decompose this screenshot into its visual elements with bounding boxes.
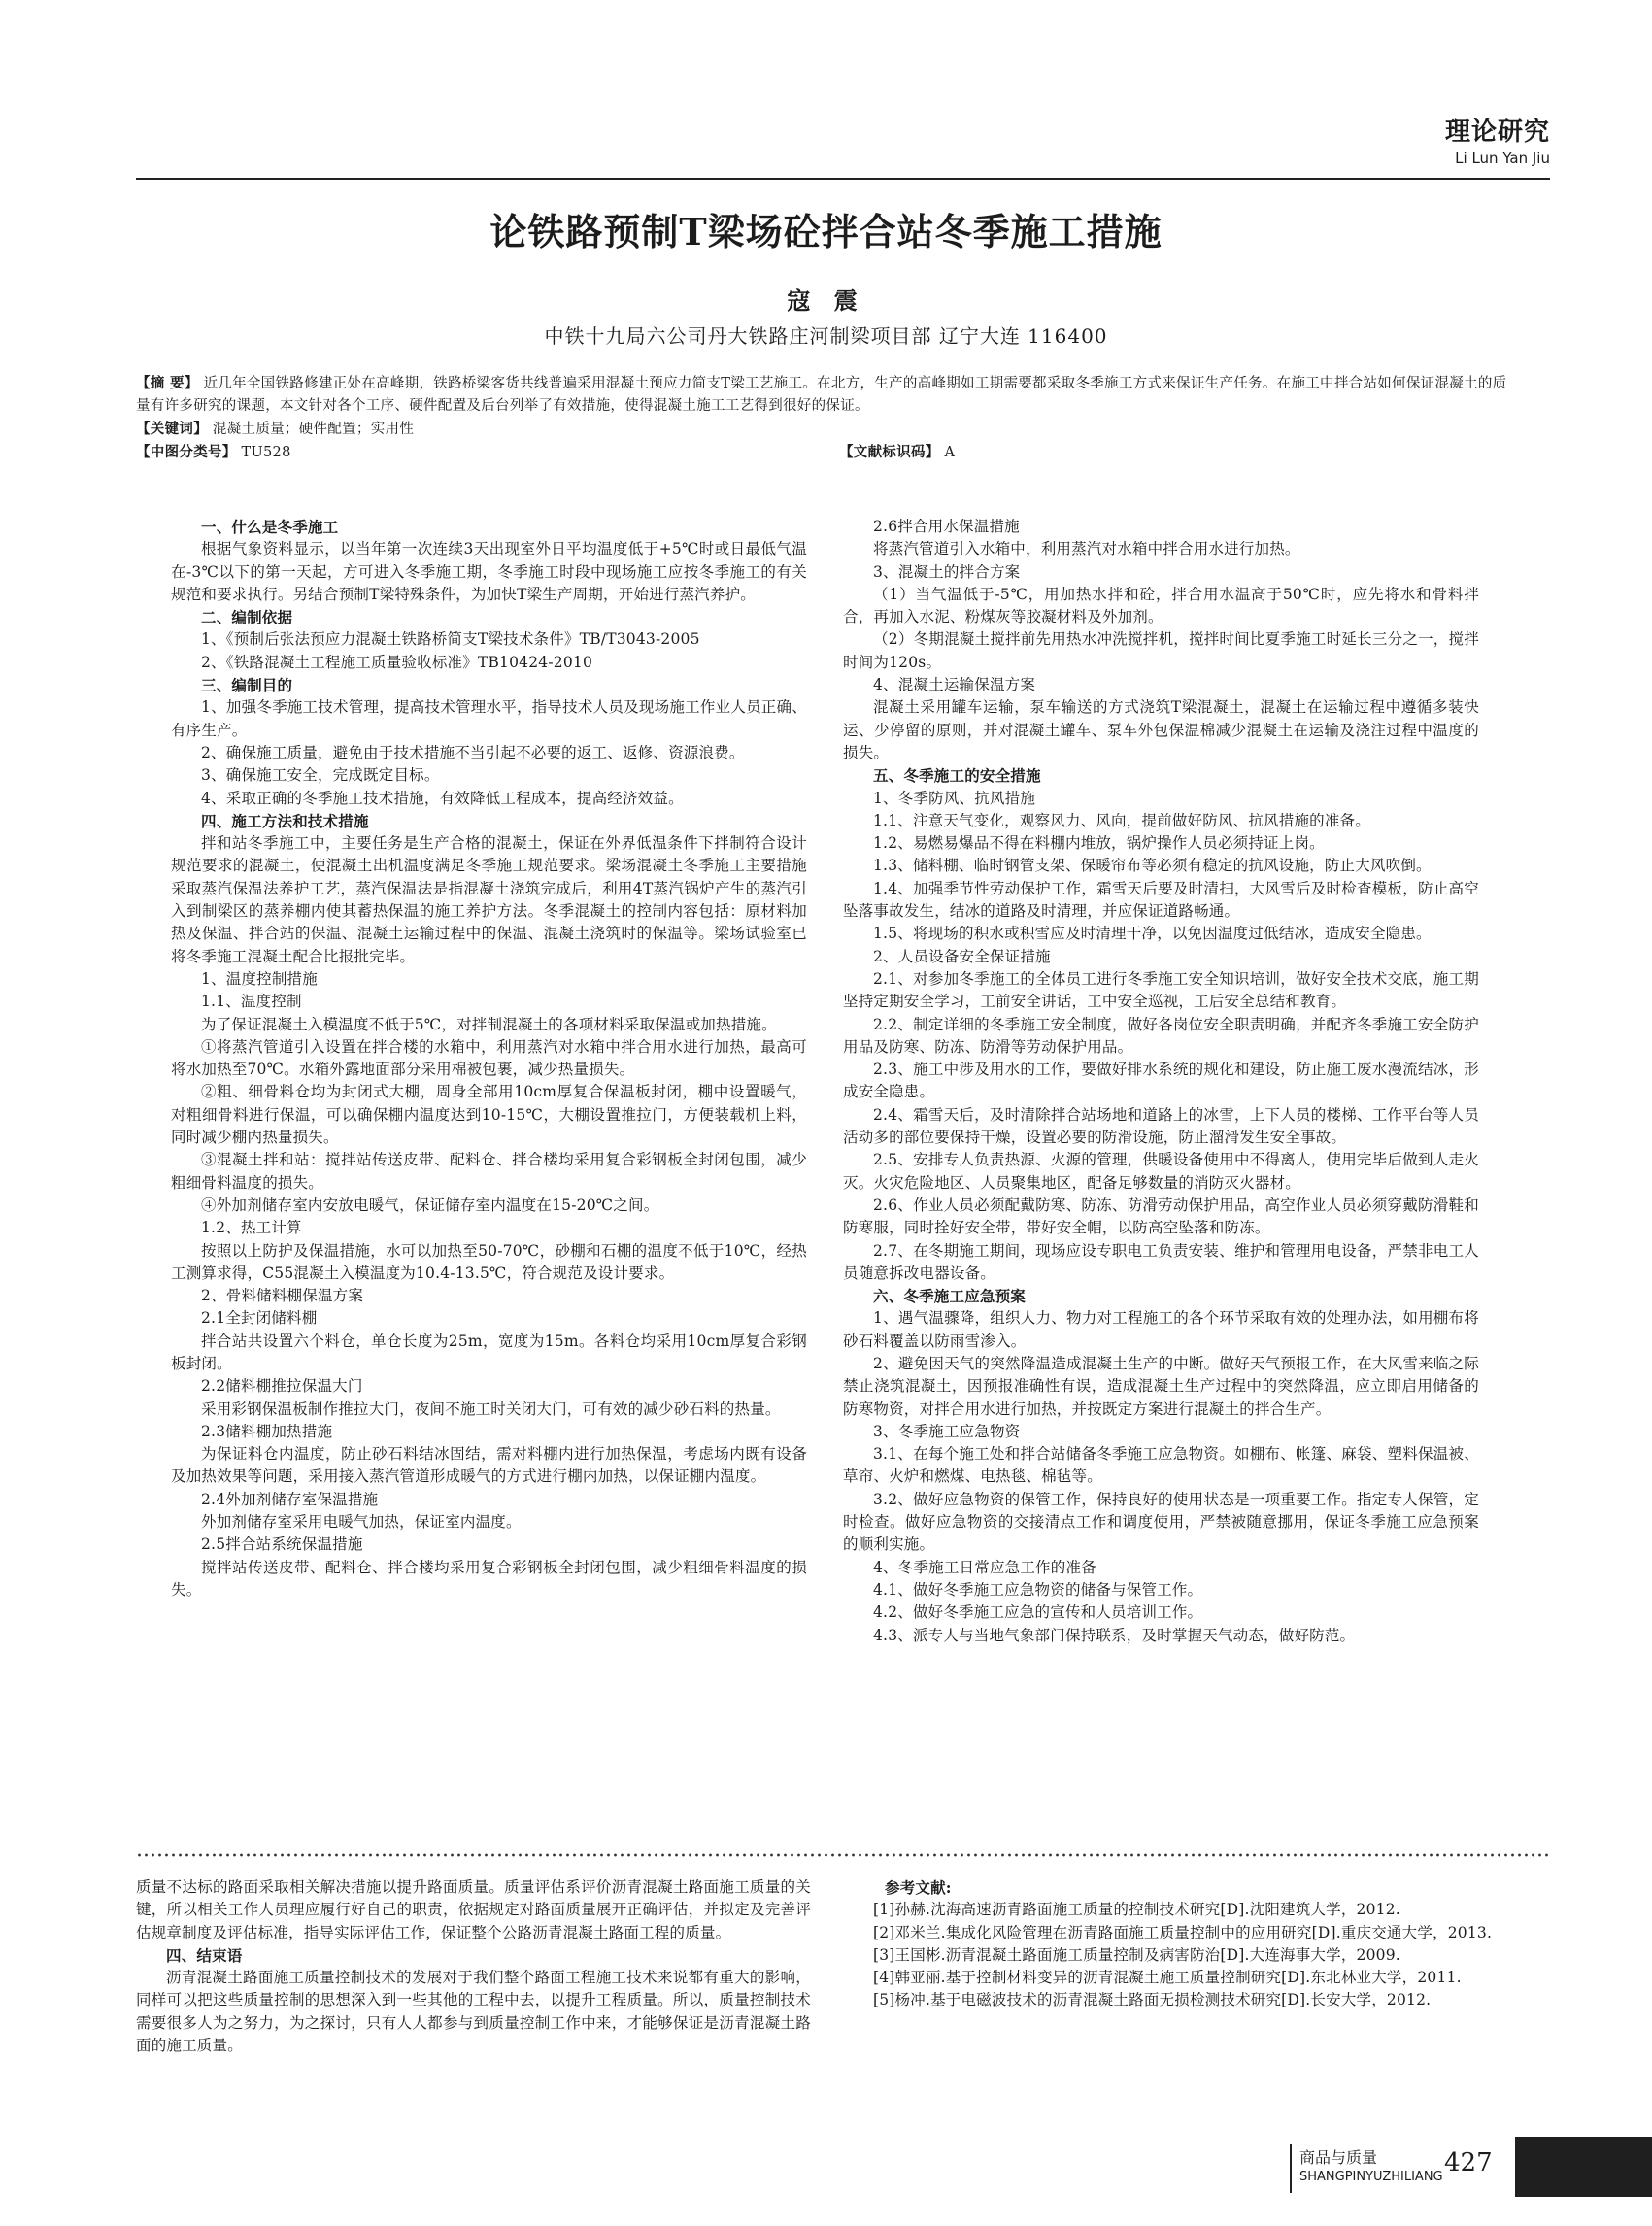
- references: [843, 1876, 1513, 2012]
- right-column-paragraph: 1.1、注意天气变化，观察风力、风向，提前做好防风、抗风措施的准备。: [873, 811, 1370, 829]
- section-header: [1445, 112, 1550, 167]
- right-column-heading: 五、冬季施工的安全措施: [873, 766, 1041, 786]
- keywords-label: 【关键词】: [136, 421, 208, 437]
- doc-code: [839, 441, 955, 464]
- right-column-paragraph: 1.3、储料棚、临时钢管支架、保暖帘布等必须有稳定的抗风设施，防止大风吹倒。: [873, 857, 1432, 875]
- clc-text: TU528: [241, 445, 291, 460]
- left-column-paragraph: 搅拌站传送皮带、配料仓、拌合楼均采用复合彩钢板全封闭包围，减少粗细骨料温度的损失。: [171, 1558, 807, 1599]
- left-column-paragraph: 2.2储料棚推拉保温大门: [201, 1377, 363, 1396]
- article-author: 寇 震: [787, 287, 865, 315]
- reference-item: [3]王国彬.沥青混凝土路面施工质量控制及病害防治[D].大连海事大学，2009.: [873, 1945, 1400, 1964]
- left-column-paragraph: 2.3储料棚加热措施: [201, 1422, 333, 1440]
- right-column-paragraph: 1、遇气温骤降，组织人力、物力对工程施工的各个环节采取有效的处理办法，如用棚布将砂石料覆盖以防雨雪渗入。: [843, 1309, 1479, 1350]
- abstract: [136, 372, 1510, 418]
- reference-item: [5]杨冲.基于电磁波技术的沥青混凝土路面无损检测技术研究[D].长安大学，2012.: [873, 1991, 1432, 2009]
- left-column-paragraph: 按照以上防护及保温措施，水可以加热至50-70℃，砂棚和石棚的温度不低于10℃，经热工测算求得，C55混凝土入模温度为10.4-13.5℃，符合规范及设计要求。: [171, 1241, 807, 1282]
- header-rule: [136, 178, 1550, 180]
- right-column-paragraph: 4.1、做好冬季施工应急物资的储备与保管工作。: [873, 1580, 1203, 1599]
- bottom-left-heading: 四、结束语: [166, 1945, 243, 1965]
- right-column-paragraph: 2、人员设备安全保证措施: [873, 947, 1051, 965]
- doc-text: A: [944, 445, 956, 460]
- left-column-paragraph: 2、《铁路混凝土工程施工质量验收标准》TB10424-2010: [201, 653, 593, 671]
- left-column-paragraph: 为了保证混凝土入模温度不低于5℃，对拌制混凝土的各项材料采取保温或加热措施。: [201, 1015, 777, 1033]
- left-column-paragraph: ④外加剂储存室内安放电暖气，保证储存室内温度在15-20℃之间。: [201, 1196, 659, 1214]
- footer-rule-vertical: [1290, 2144, 1292, 2193]
- right-column-paragraph: 2.6拌合用水保温措施: [873, 518, 1020, 535]
- left-column-heading: 四、施工方法和技术措施: [201, 811, 369, 830]
- keywords: [136, 418, 1510, 441]
- bottom-left-paragraph: 沥青混凝土路面施工质量控制技术的发展对于我们整个路面工程施工技术来说都有重大的影响，同样可以把这些质量控制的思想深入到一些其他的工程中去，以提升工程质量。所以，质量控制技术需要很多人为之努力，为之探讨，只有人人都参与到质量控制工作中来，才能够保证是沥青混凝土路面的施工质量。: [136, 1969, 811, 2055]
- left-column-paragraph: 外加剂储存室采用电暖气加热，保证室内温度。: [201, 1513, 522, 1532]
- references-title: 参考文献:: [885, 1878, 952, 1897]
- right-column-paragraph: （1）当气温低于-5℃，用加热水拌和砼，拌合用水温高于50℃时，应先将水和骨料拌合，再加入水泥、粉煤灰等胶凝材料及外加剂。: [843, 585, 1479, 626]
- left-column: [171, 516, 807, 1602]
- abstract-text: 近几年全国铁路修建正处在高峰期，铁路桥梁客货共线普遍采用混凝土预应力简支T梁工艺施工。在北方，生产的高峰期如工期需要都采取冬季施工方式来保证生产任务。在施工中拌合站如何保证混凝土的质量有许多研究的课题，本文针对各个工序、硬件配置及后台列举了有效措施，使得混凝土施工工艺得到很好的保证。: [136, 376, 1507, 414]
- right-column-paragraph: 4.3、派专人与当地气象部门保持联系，及时掌握天气动态，做好防范。: [873, 1626, 1356, 1644]
- section-divider: [136, 1851, 1550, 1859]
- left-column-paragraph: 1.1、温度控制: [201, 993, 302, 1011]
- left-column-paragraph: ③混凝土拌和站：搅拌站传送皮带、配料仓、拌合楼均采用复合彩钢板全封闭包围，减少粗细骨料温度的损失。: [171, 1151, 807, 1192]
- right-column-paragraph: 3、混凝土的拌合方案: [873, 562, 1021, 581]
- doc-label: 【文献标识码】: [839, 444, 940, 460]
- left-column-paragraph: 采用彩钢保温板制作推拉大门，夜间不施工时关闭大门，可有效的减少砂石料的热量。: [201, 1400, 781, 1418]
- right-column-heading: 六、冬季施工应急预案: [873, 1287, 1027, 1306]
- left-column-paragraph: 2.5拌合站系统保温措施: [201, 1535, 363, 1554]
- journal-name-py: SHANGPINYUZHILIANG: [1299, 2170, 1443, 2184]
- right-column-paragraph: 3、冬季施工应急物资: [873, 1422, 1021, 1440]
- right-column-paragraph: 1.4、加强季节性劳动保护工作，霜雪天后要及时清扫，大风雪后及时检查模板，防止高空坠落事故发生，结冰的道路及时清理，并应保证道路畅通。: [843, 879, 1479, 921]
- right-column-paragraph: 1.5、将现场的积水或积雪应及时清理干净，以免因温度过低结冰，造成安全隐患。: [873, 925, 1432, 943]
- left-column-heading: 一、什么是冬季施工: [201, 518, 339, 536]
- reference-item: [2]邓米兰.集成化风险管理在沥青路面施工质量控制中的应用研究[D].重庆交通大学，2013.: [873, 1923, 1493, 1941]
- left-column-heading: 二、编制依据: [201, 608, 293, 627]
- right-column: [843, 516, 1479, 1647]
- left-column-paragraph: 4、采取正确的冬季施工技术措施，有效降低工程成本，提高经济效益。: [201, 789, 684, 807]
- right-column-paragraph: 2.7、在冬期施工期间，现场应设专职电工负责安装、维护和管理用电设备，严禁非电工人员随意拆改电器设备。: [843, 1241, 1479, 1282]
- left-column-paragraph: 1、《预制后张法预应力混凝土铁路桥简支T梁技术条件》TB/T3043-2005: [201, 630, 700, 649]
- right-column-paragraph: 2.3、施工中涉及用水的工作，要做好排水系统的规化和建设，防止施工废水漫流结冰，形成安全隐患。: [843, 1061, 1479, 1101]
- right-column-paragraph: 2.6、作业人员必须配戴防寒、防冻、防滑劳动保护用品，高空作业人员必须穿戴防滑鞋和防寒服，同时拴好安全带，带好安全帽，以防高空坠落和防冻。: [843, 1196, 1479, 1237]
- right-column-paragraph: 2.1、对参加冬季施工的全体员工进行冬季施工安全知识培训，做好安全技术交底，施工期坚持定期安全学习，工前安全讲话，工中安全巡视，工后安全总结和教育。: [843, 969, 1479, 1011]
- article-title: 论铁路预制T梁场砼拌合站冬季施工措施: [489, 210, 1163, 253]
- bottom-left-paragraph: 质量不达标的路面采取相关解决措施以提升路面质量。质量评估系评价沥青混凝土路面施工质量的关键，所以相关工作人员理应履行好自己的职责，依据规定对路面质量展开正确评估，并拟定及完善评估规章制度及评估标准，指导实际评估工作，保证整个公路沥青混凝土路面工程的质量。: [136, 1878, 811, 1941]
- right-column-paragraph: 4、冬季施工日常应急工作的准备: [873, 1558, 1096, 1576]
- left-column-paragraph: 1、加强冬季施工技术管理，提高技术管理水平，指导技术人员及现场施工作业人员正确、有序生产。: [171, 698, 807, 739]
- left-column-paragraph: 1.2、热工计算: [201, 1219, 302, 1237]
- right-column-paragraph: 将蒸汽管道引入水箱中，利用蒸汽对水箱中拌合用水进行加热。: [873, 540, 1300, 558]
- page-number: 427: [1444, 2148, 1493, 2177]
- author-affiliation: 中铁十九局六公司丹大铁路庄河制梁项目部 辽宁大连 116400: [544, 324, 1108, 348]
- left-column-paragraph: 1、温度控制措施: [201, 969, 318, 988]
- right-column-paragraph: 混凝土采用罐车运输，泵车输送的方式浇筑T梁混凝土，混凝土在运输过程中遵循多装快运、少停留的原则，并对混凝土罐车、泵车外包保温棉减少混凝土在运输及浇注过程中温度的损失。: [843, 698, 1479, 761]
- left-column-paragraph: 拌和站冬季施工中，主要任务是生产合格的混凝土，保证在外界低温条件下拌制符合设计规范要求的混凝土，使混凝土出机温度满足冬季施工规范要求。梁场混凝土冬季施工主要措施采取蒸汽保温法养护工艺，蒸汽保温法是指混凝土浇筑完成后，利用4T蒸汽锅炉产生的蒸汽引入到制梁区的蒸养棚内使其蓄热保温的施工养护方法。冬季混凝土的控制内容包括：原材料加热及保温、拌合站的保温、混凝土运输过程中的保温、混凝土浇筑时的保温等。梁场试验室已将冬季施工混凝土配合比报批完毕。: [171, 834, 807, 965]
- right-column-paragraph: 3.1、在每个施工处和拌合站储备冬季施工应急物资。如棚布、帐篷、麻袋、塑料保温被、草帘、火炉和燃煤、电热毯、棉毡等。: [843, 1445, 1479, 1486]
- right-column-paragraph: 2.2、制定详细的冬季施工安全制度，做好各岗位安全职责明确，并配齐冬季施工安全防护用品及防寒、防冻、防滑等劳动保护用品。: [843, 1015, 1479, 1056]
- left-column-paragraph: 3、确保施工安全，完成既定目标。: [201, 766, 440, 785]
- right-column-paragraph: 1.2、易燃易爆品不得在料棚内堆放，锅炉操作人员必须持证上岗。: [873, 834, 1325, 853]
- right-column-paragraph: 2.5、安排专人负责热源、火源的管理，供暖设备使用中不得离人，使用完毕后做到人走火灭。火灾危险地区、人员聚集地区，配备足够数量的消防灭火器材。: [843, 1151, 1479, 1192]
- left-column-paragraph: ②粗、细骨料仓均为封闭式大棚，周身全部用10cm厚复合保温板封闭，棚中设置暖气，对粗细骨料进行保温，可以确保棚内温度达到10-15℃，大棚设置推拉门，方便装载机上料，同时减少棚内热量损失。: [171, 1083, 807, 1147]
- page-corner-block: [1515, 2137, 1652, 2197]
- reference-item: [1]孙赫.沈海高速沥青路面施工质量的控制技术研究[D].沈阳建筑大学，2012.: [873, 1901, 1400, 1919]
- left-column-paragraph: 2、骨料储料棚保温方案: [201, 1287, 364, 1305]
- section-name: 理论研究: [1444, 118, 1550, 147]
- keywords-text: 混凝土质量；硬件配置；实用性: [212, 422, 415, 437]
- left-column-paragraph: 拌合站共设置六个料仓，单仓长度为25m，宽度为15m。各料仓均采用10cm厚复合彩钢板封闭。: [171, 1332, 807, 1372]
- right-column-paragraph: 2.4、霜雪天后，及时清除拌合站场地和道路上的冰雪，上下人员的楼梯、工作平台等人员活动多的部位要保持干燥，设置必要的防滑设施，防止溜滑发生安全事故。: [843, 1105, 1479, 1147]
- abstract-block: [136, 372, 1510, 464]
- right-column-paragraph: （2）冬期混凝土搅拌前先用热水冲洗搅拌机，搅拌时间比夏季施工时延长三分之一，搅拌时间为120s。: [843, 630, 1479, 671]
- right-column-paragraph: 4、混凝土运输保温方案: [873, 676, 1036, 694]
- right-column-paragraph: 2、避免因天气的突然降温造成混凝土生产的中断。做好天气预报工作，在大风雪来临之际禁止浇筑混凝土，因预报准确性有误，造成混凝土生产过程中的突然降温，应立即启用储备的防寒物资，对拌合用水进行加热，并按既定方案进行混凝土的拌合生产。: [843, 1354, 1479, 1418]
- right-column-paragraph: 1、冬季防风、抗风措施: [873, 789, 1036, 807]
- bottom-left-column: [136, 1876, 811, 2057]
- left-column-paragraph: 2.1全封闭储料棚: [201, 1309, 318, 1328]
- classification-row: [136, 441, 1510, 464]
- section-pinyin: Li Lun Yan Jiu: [1455, 150, 1550, 167]
- clc-label: 【中图分类号】: [136, 444, 237, 460]
- abstract-label: 【摘 要】: [136, 375, 199, 391]
- left-column-paragraph: 2、确保施工质量，避免由于技术措施不当引起不必要的返工、返修、资源浪费。: [201, 743, 745, 761]
- right-column-paragraph: 4.2、做好冬季施工应急的宣传和人员培训工作。: [873, 1603, 1203, 1622]
- left-column-paragraph: 2.4外加剂储存室保温措施: [201, 1490, 379, 1508]
- left-column-paragraph: ①将蒸汽管道引入设置在拌合楼的水箱中，利用蒸汽对水箱中拌合用水进行加热，最高可将水加热至70℃。水箱外露地面部分采用棉被包裹，减少热量损失。: [171, 1037, 807, 1079]
- left-column-paragraph: 为保证料仓内温度，防止砂石料结冰固结，需对料棚内进行加热保温，考虑场内既有设备及加热效果等问题，采用接入蒸汽管道形成暖气的方式进行棚内加热，以保证棚内温度。: [171, 1445, 807, 1486]
- left-column-paragraph: 根据气象资料显示，以当年第一次连续3天出现室外日平均温度低于+5℃时或日最低气温在-3℃以下的第一天起，方可进入冬季施工期，冬季施工时段中现场施工应按冬季施工的有关规范和要求执行。另结合预制T梁特殊条件，为加快T梁生产周期，开始进行蒸汽养护。: [171, 540, 807, 603]
- journal-name-cn: 商品与质量: [1299, 2148, 1378, 2167]
- right-column-paragraph: 3.2、做好应急物资的保管工作，保持良好的使用状态是一项重要工作。指定专人保管，定时检查。做好应急物资的交接清点工作和调度使用，严禁被随意挪用，保证冬季施工应急预案的顺利实施。: [843, 1490, 1479, 1554]
- reference-item: [4]韩亚丽.基于控制材料变异的沥青混凝土施工质量控制研究[D].东北林业大学，2011.: [873, 1969, 1462, 1987]
- left-column-heading: 三、编制目的: [201, 676, 293, 695]
- journal-brand: [1299, 2148, 1443, 2187]
